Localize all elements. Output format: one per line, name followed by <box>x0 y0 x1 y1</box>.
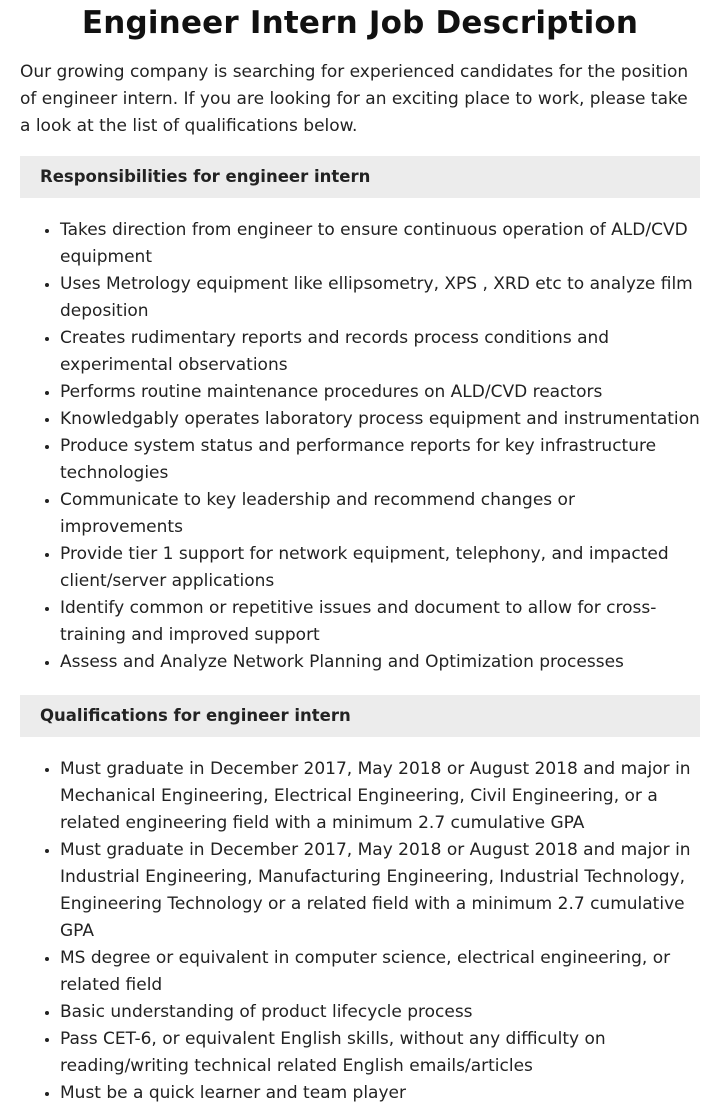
list-item: • Knowledgably operates laboratory process equipment and instrumentation <box>60 406 700 433</box>
responsibilities-list <box>20 217 700 676</box>
list-item: • Uses Metrology equipment like ellipsometry, XPS , XRD etc to analyze film deposition <box>60 271 700 325</box>
list-item: • Produce system status and performance reports for key infrastructure technologies <box>60 433 700 487</box>
list-item: • MS degree or equivalent in computer science, electrical engineering, or related field <box>60 945 700 999</box>
qualifications-list <box>20 756 700 1107</box>
list-item: • Performs routine maintenance procedures on ALD/CVD reactors <box>60 379 700 406</box>
qualifications-heading: Qualifications for engineer intern <box>20 695 700 737</box>
list-item: • Assess and Analyze Network Planning and Optimization processes <box>60 649 700 676</box>
list-item: • Must graduate in December 2017, May 2018 or August 2018 and major in Mechanical Engineering, Electrical Engineering, Civil Engineering, or a related engineering field with a minimum 2.7 cumulative GPA <box>60 756 700 837</box>
list-item: • Identify common or repetitive issues and document to allow for cross-training and improved support <box>60 595 700 649</box>
page-title: Engineer Intern Job Description <box>81 5 639 41</box>
list-item: • Pass CET-6, or equivalent English skills, without any difficulty on reading/writing technical related English emails/articles <box>60 1026 700 1080</box>
responsibilities-heading: Responsibilities for engineer intern <box>20 156 700 198</box>
list-item: • Takes direction from engineer to ensure continuous operation of ALD/CVD equipment <box>60 217 700 271</box>
list-item: • Creates rudimentary reports and records process conditions and experimental observations <box>60 325 700 379</box>
list-item: • Basic understanding of product lifecycle process <box>60 999 700 1026</box>
list-item: • Communicate to key leadership and recommend changes or improvements <box>60 487 700 541</box>
list-item: • Provide tier 1 support for network equipment, telephony, and impacted client/server applications <box>60 541 700 595</box>
list-item: • Must be a quick learner and team player <box>60 1080 700 1107</box>
intro-paragraph: Our growing company is searching for experienced candidates for the position of engineer intern. If you are looking for an exciting place to work, please take a look at the list of qualifications below. <box>20 62 689 136</box>
list-item: • Must graduate in December 2017, May 2018 or August 2018 and major in Industrial Engineering, Manufacturing Engineering, Industrial Technology, Engineering Technology or a related field with a minimum 2.7 cumulative GPA <box>60 837 700 945</box>
